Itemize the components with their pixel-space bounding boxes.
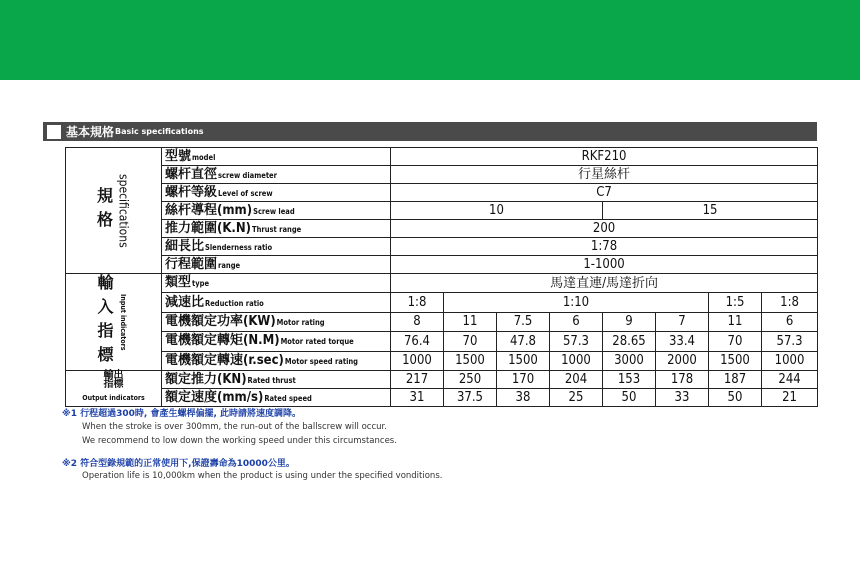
note-1-zh: ※1 行程超過300時, 會產生螺桿偏擺, 此時請將速度調降。 (62, 409, 302, 419)
spec-table (65, 147, 818, 407)
row-label-thrust-range: 推力範圍(K.N)Thrust range (162, 220, 391, 238)
table-row (66, 274, 818, 293)
table-row (66, 166, 818, 184)
group-input-en: Input indicators (119, 293, 127, 351)
value-screw-diameter: 行星絲杆 (391, 166, 818, 184)
group-input-zh: 輸入指標 (95, 274, 114, 370)
value-cell: 1500 (497, 351, 550, 370)
table-row (66, 351, 818, 370)
value-cell: 153 (603, 371, 656, 389)
row-label-rated-thrust: 額定推力(KN)Rated thrust (162, 371, 391, 389)
value-cell: 3000 (603, 351, 656, 370)
value-reduction-3: 1:5 (709, 293, 762, 312)
top-green-band (0, 0, 860, 80)
value-cell: 38 (497, 389, 550, 407)
section-header-bar (43, 122, 817, 141)
note-2-zh: ※2 符合型錄規範的正常使用下,保證壽命為10000公里。 (62, 459, 295, 469)
value-reduction-4: 1:8 (762, 293, 818, 312)
table-row (66, 293, 818, 312)
section-square-icon (47, 125, 61, 139)
row-label-motor-rating: 電機額定功率(KW)Motor rating (162, 312, 391, 331)
value-stroke-range: 1-1000 (391, 256, 818, 274)
table-row (66, 332, 818, 351)
value-model: RKF210 (391, 148, 818, 166)
table-row (66, 389, 818, 407)
row-label-motor-speed: 電機額定轉速(r.sec)Motor speed rating (162, 351, 391, 370)
table-row (66, 220, 818, 238)
value-cell: 204 (550, 371, 603, 389)
value-cell: 2000 (656, 351, 709, 370)
row-label-stroke-range: 行程範圍range (162, 256, 391, 274)
value-cell: 50 (603, 389, 656, 407)
value-cell: 217 (391, 371, 444, 389)
value-cell: 37.5 (444, 389, 497, 407)
table-row (66, 202, 818, 220)
row-label-screw-lead: 絲杆導程(mm)Screw lead (162, 202, 391, 220)
value-cell: 57.3 (762, 332, 818, 351)
value-cell: 1000 (550, 351, 603, 370)
value-cell: 31 (391, 389, 444, 407)
value-cell: 70 (444, 332, 497, 351)
table-row (66, 256, 818, 274)
value-cell: 28.65 (603, 332, 656, 351)
table-row (66, 184, 818, 202)
group-output-zh-1: 輸出 (103, 370, 124, 381)
value-cell: 21 (762, 389, 818, 407)
row-label-screw-level: 螺杆等級Level of screw (162, 184, 391, 202)
group-spec-en: specifications (116, 173, 131, 248)
group-input-indicators (66, 274, 162, 371)
value-slenderness: 1:78 (391, 238, 818, 256)
value-cell: 1000 (762, 351, 818, 370)
value-cell: 244 (762, 371, 818, 389)
value-cell: 1500 (709, 351, 762, 370)
value-cell: 250 (444, 371, 497, 389)
value-cell: 9 (603, 312, 656, 331)
value-cell: 47.8 (497, 332, 550, 351)
group-output-en: Output indicators (82, 394, 145, 402)
row-label-model: 型號model (162, 148, 391, 166)
value-screw-lead-1: 10 (391, 202, 603, 220)
value-cell: 6 (550, 312, 603, 331)
table-row (66, 238, 818, 256)
note-1-en-line2: We recommend to low down the working speed under this circumstances. (82, 436, 397, 446)
row-label-screw-diameter: 螺杆直徑screw diameter (162, 166, 391, 184)
value-cell: 1500 (444, 351, 497, 370)
value-cell: 1000 (391, 351, 444, 370)
value-reduction-1: 1:8 (391, 293, 444, 312)
value-cell: 178 (656, 371, 709, 389)
group-output-indicators (66, 371, 162, 407)
note-2-en: Operation life is 10,000km when the product is using under the specified vonditions. (82, 471, 443, 481)
table-row (66, 148, 818, 166)
value-cell: 25 (550, 389, 603, 407)
value-cell: 7 (656, 312, 709, 331)
section-title-en: Basic specifications (115, 127, 204, 136)
value-cell: 170 (497, 371, 550, 389)
table-row (66, 312, 818, 331)
value-type: 馬達直連/馬達折向 (391, 274, 818, 293)
value-cell: 11 (444, 312, 497, 331)
value-cell: 8 (391, 312, 444, 331)
table-row (66, 371, 818, 389)
value-screw-lead-2: 15 (603, 202, 818, 220)
row-label-slenderness: 細長比Slenderness ratio (162, 238, 391, 256)
row-label-rated-speed: 額定速度(mm/s)Rated speed (162, 389, 391, 407)
value-cell: 6 (762, 312, 818, 331)
group-specifications (66, 148, 162, 274)
row-label-type: 類型type (162, 274, 391, 293)
section-title: 基本規格 (66, 125, 115, 139)
value-cell: 7.5 (497, 312, 550, 331)
value-cell: 70 (709, 332, 762, 351)
value-thrust-range: 200 (391, 220, 818, 238)
value-cell: 187 (709, 371, 762, 389)
value-cell: 57.3 (550, 332, 603, 351)
value-cell: 33.4 (656, 332, 709, 351)
value-reduction-2: 1:10 (444, 293, 709, 312)
group-spec-zh: 規格 (94, 186, 114, 235)
group-output-zh-2: 指標 (103, 379, 124, 390)
value-cell: 11 (709, 312, 762, 331)
row-label-reduction: 減速比Reduction ratio (162, 293, 391, 312)
value-cell: 76.4 (391, 332, 444, 351)
note-1-en-line1: When the stroke is over 300mm, the run-out of the ballscrew will occur. (82, 422, 387, 432)
value-screw-level: C7 (391, 184, 818, 202)
value-cell: 50 (709, 389, 762, 407)
value-cell: 33 (656, 389, 709, 407)
row-label-motor-torque: 電機額定轉矩(N.M)Motor rated torque (162, 332, 391, 351)
